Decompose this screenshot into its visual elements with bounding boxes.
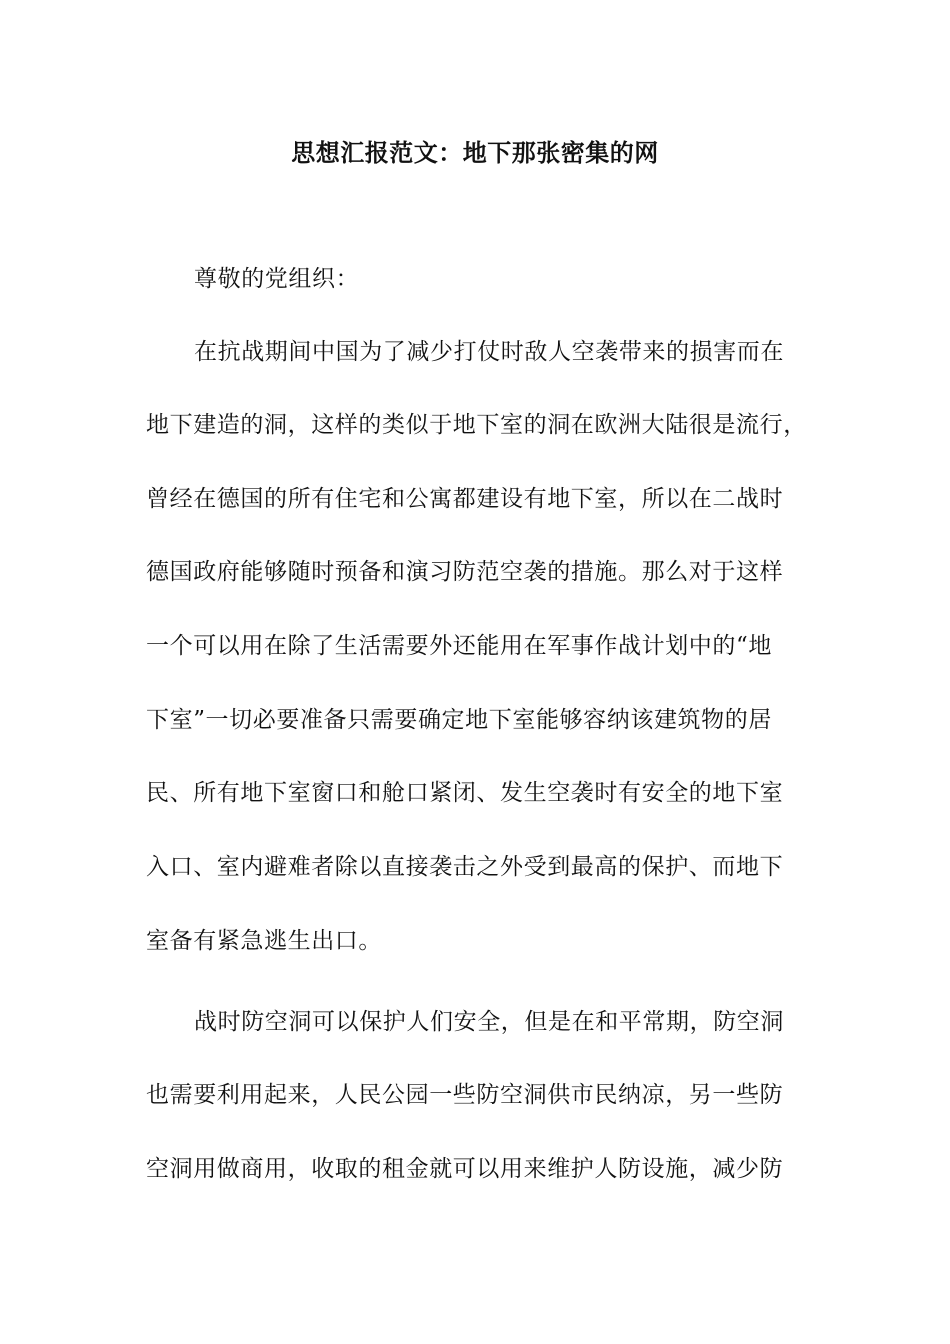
paragraph-line: 曾经在德国的所有住宅和公寓都建设有地下室，所以在二战时 — [146, 486, 784, 512]
document-title: 思想汇报范文：地下那张密集的网 — [291, 138, 659, 167]
paragraph-line: 地下建造的洞，这样的类似于地下室的洞在欧洲大陆很是流行， — [146, 412, 807, 438]
paragraph-line: 民、所有地下室窗口和舱口紧闭、发生空袭时有安全的地下室 — [146, 780, 784, 806]
paragraph-line: 室备有紧急逃生出口。 — [146, 928, 382, 954]
paragraph-line: 入口、室内避难者除以直接袭击之外受到最高的保护、而地下 — [146, 854, 784, 880]
paragraph-line: 在抗战期间中国为了减少打仗时敌人空袭带来的损害而在 — [194, 339, 784, 365]
paragraph-line: 下室”一切必要准备只需要确定地下室能够容纳该建筑物的居 — [146, 707, 772, 733]
salutation: 尊敬的党组织： — [194, 266, 360, 292]
paragraph-line: 一个可以用在除了生活需要外还能用在军事作战计划中的“地 — [146, 633, 772, 659]
paragraph-line: 空洞用做商用，收取的租金就可以用来维护人防设施，减少防 — [146, 1156, 784, 1182]
paragraph-line: 战时防空洞可以保护人们安全，但是在和平常期，防空洞 — [194, 1009, 784, 1035]
paragraph-line: 也需要利用起来，人民公园一些防空洞供市民纳凉，另一些防 — [146, 1082, 784, 1108]
paragraph-line: 德国政府能够随时预备和演习防范空袭的措施。那么对于这样 — [146, 559, 784, 585]
